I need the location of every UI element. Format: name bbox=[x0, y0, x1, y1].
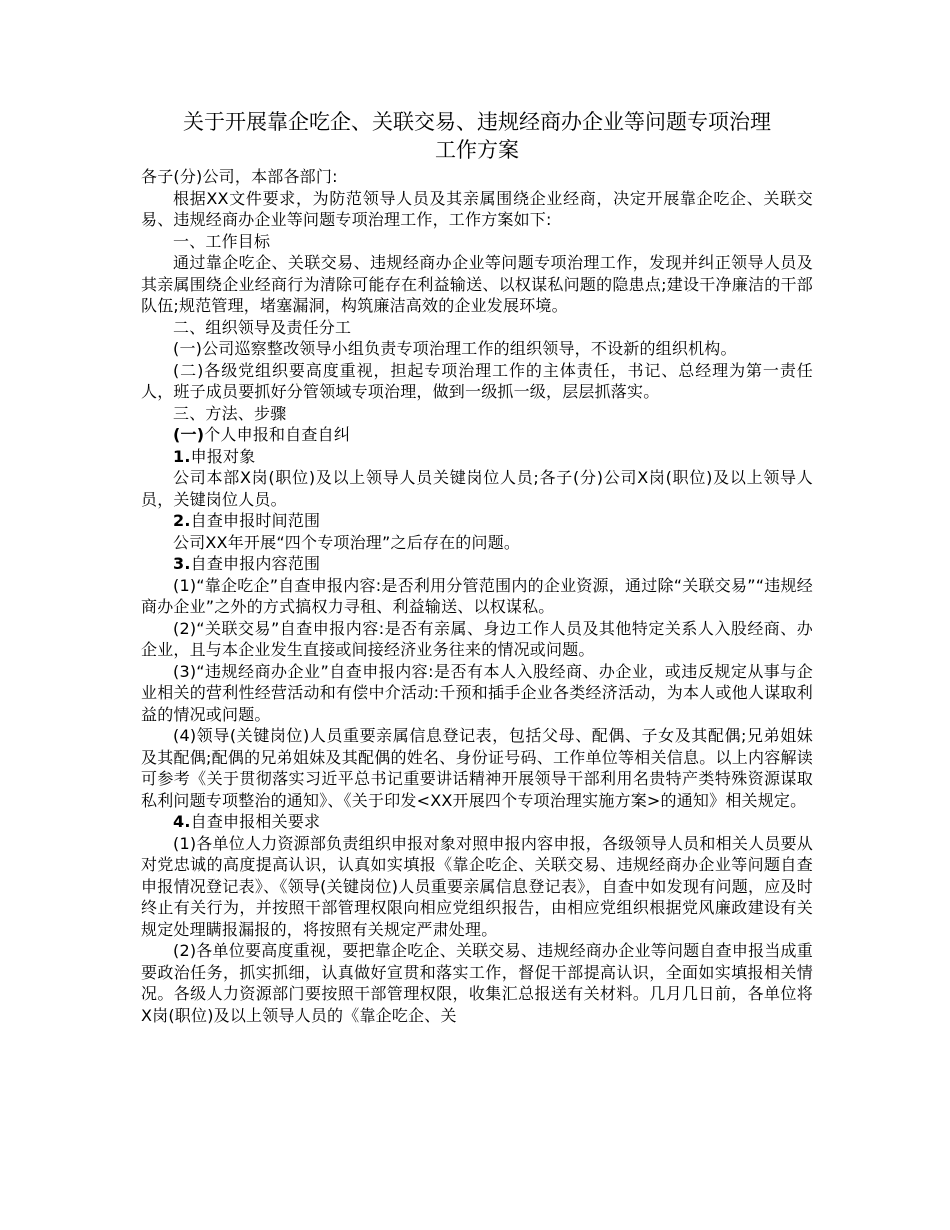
section-3-heading: 三、方法、步骤 bbox=[173, 403, 287, 423]
point-3-item-4: (4)领导(关键岗位)人员重要亲属信息登记表，包括父母、配偶、子女及其配偶;兄弟姐妹及其配偶;配偶的兄弟姐妹及其配偶的姓名、身份证号码、工作单位等相关信息。以上内容解读可参考《关于贯彻落实习近平总书记重要讲话精神开展领导干部利用名贵特产类特殊资源谋取私利问题专项整治的通知》、《关于印发<XX开展四个专项治理实施方案>的通知》相关规定。 bbox=[141, 726, 813, 810]
intro-paragraph: 根据XX文件要求，为防范领导人员及其亲属围绕企业经商，决定开展靠企吃企、关联交易、违规经商办企业等问题专项治理工作，工作方案如下: bbox=[141, 188, 813, 229]
point-3-number: 3. bbox=[173, 554, 191, 573]
point-3-item-3: (3)“违规经商办企业”自查申报内容:是否有本人入股经商、办企业，或违反规定从事与企业相关的营利性经营活动和有偿中介活动:千预和插手企业各类经济活动，为本人或他人谋取利益的情况或问题。 bbox=[141, 661, 813, 724]
point-1-number: 1. bbox=[173, 446, 191, 466]
section-2-heading: 二、组织领导及责任分工 bbox=[173, 317, 352, 337]
point-1-label: 申报对象 bbox=[190, 446, 256, 466]
point-4-item-2: (2)各单位要高度重视，要把靠企吃企、关联交易、违规经商办企业等问题自查申报当成重要政治任务，抓实抓细，认真做好宣贯和落实工作，督促干部提高认识，全面如实填报相关情况。各级人力资源部门要按照干部管理权限，收集汇总报送有关材料。几月几日前，各单位将X岗(职位)及以上领导人员的《靠企吃企、关 bbox=[141, 941, 813, 1025]
point-1-body: 公司本部X岗(职位)及以上领导人员关键岗位人员;各子(分)公司X岗(职位)及以上领导人员，关键岗位人员。 bbox=[141, 468, 813, 509]
point-2-heading bbox=[141, 510, 813, 532]
point-2-number: 2. bbox=[173, 511, 191, 530]
point-4-number: 4. bbox=[173, 812, 191, 831]
section-2-item-2: (二)各级党组织要高度重视，担起专项治理工作的主体责任，书记、总经理为第一责任人，班子成员要抓好分管领域专项治理，做到一级抓一级，层层抓落实。 bbox=[141, 360, 813, 401]
point-2-label: 自查申报时间范围 bbox=[190, 511, 321, 530]
subsection-1-heading bbox=[141, 424, 813, 446]
point-3-item-1: (1)“靠企吃企”自查申报内容:是否利用分管范围内的企业资源，通过除“关联交易”“违规经商办企业”之外的方式搞权力寻租、利益输送、以权谋私。 bbox=[141, 575, 813, 616]
point-2-body: 公司XX年开展“四个专项治理”之后存在的问题。 bbox=[173, 532, 521, 552]
point-4-label: 自查申报相关要求 bbox=[190, 812, 321, 831]
title-line-2: 工作方案 bbox=[435, 138, 519, 162]
point-4-heading bbox=[141, 811, 813, 833]
subsection-1-number: (一) bbox=[173, 425, 205, 444]
document-page bbox=[141, 108, 813, 1026]
point-1-heading bbox=[141, 446, 813, 468]
point-3-heading bbox=[141, 553, 813, 575]
section-1-body: 通过靠企吃企、关联交易、违规经商办企业等问题专项治理工作，发现并纠正领导人员及其亲属围绕企业经商行为清除可能存在利益输送、以权谋私问题的隐患点;建设干净廉洁的干部队伍;规范管理，堵塞漏洞，构筑廉洁高效的企业发展环境。 bbox=[141, 253, 813, 315]
salutation: 各子(分)公司，本部各部门: bbox=[141, 167, 338, 186]
document-title bbox=[141, 108, 813, 164]
point-3-item-2: (2)“关联交易”自查申报内容:是否有亲属、身边工作人员及其他特定关系人入股经商、办企业，且与本企业发生直接或间接经济业务往来的情况或问题。 bbox=[141, 618, 813, 659]
subsection-1-label: 个人申报和自查自纠 bbox=[204, 425, 351, 444]
section-1-heading: 一、工作目标 bbox=[173, 231, 271, 251]
point-3-label: 自查申报内容范围 bbox=[190, 554, 321, 573]
section-2-item-1: (一)公司巡察整改领导小组负责专项治理工作的组织领导，不设新的组织机构。 bbox=[173, 339, 737, 358]
point-4-item-1: (1)各单位人力资源部负责组织申报对象对照申报内容申报，各级领导人员和相关人员要从对党忠诚的高度提高认识，认真如实填报《靠企吃企、关联交易、违规经商办企业等问题自查申报情况登记表》、《领导(关键岗位)人员重要亲属信息登记表》，自查中如发现有问题，应及时终止有关行为，并按照干部管理权限向相应党组织报告，由相应党组织根据党风廉政建设有关规定处理瞒报漏报的，将按照有关规定严肃处理。 bbox=[141, 833, 813, 939]
title-line-1: 关于开展靠企吃企、关联交易、违规经商办企业等问题专项治理 bbox=[183, 110, 771, 134]
